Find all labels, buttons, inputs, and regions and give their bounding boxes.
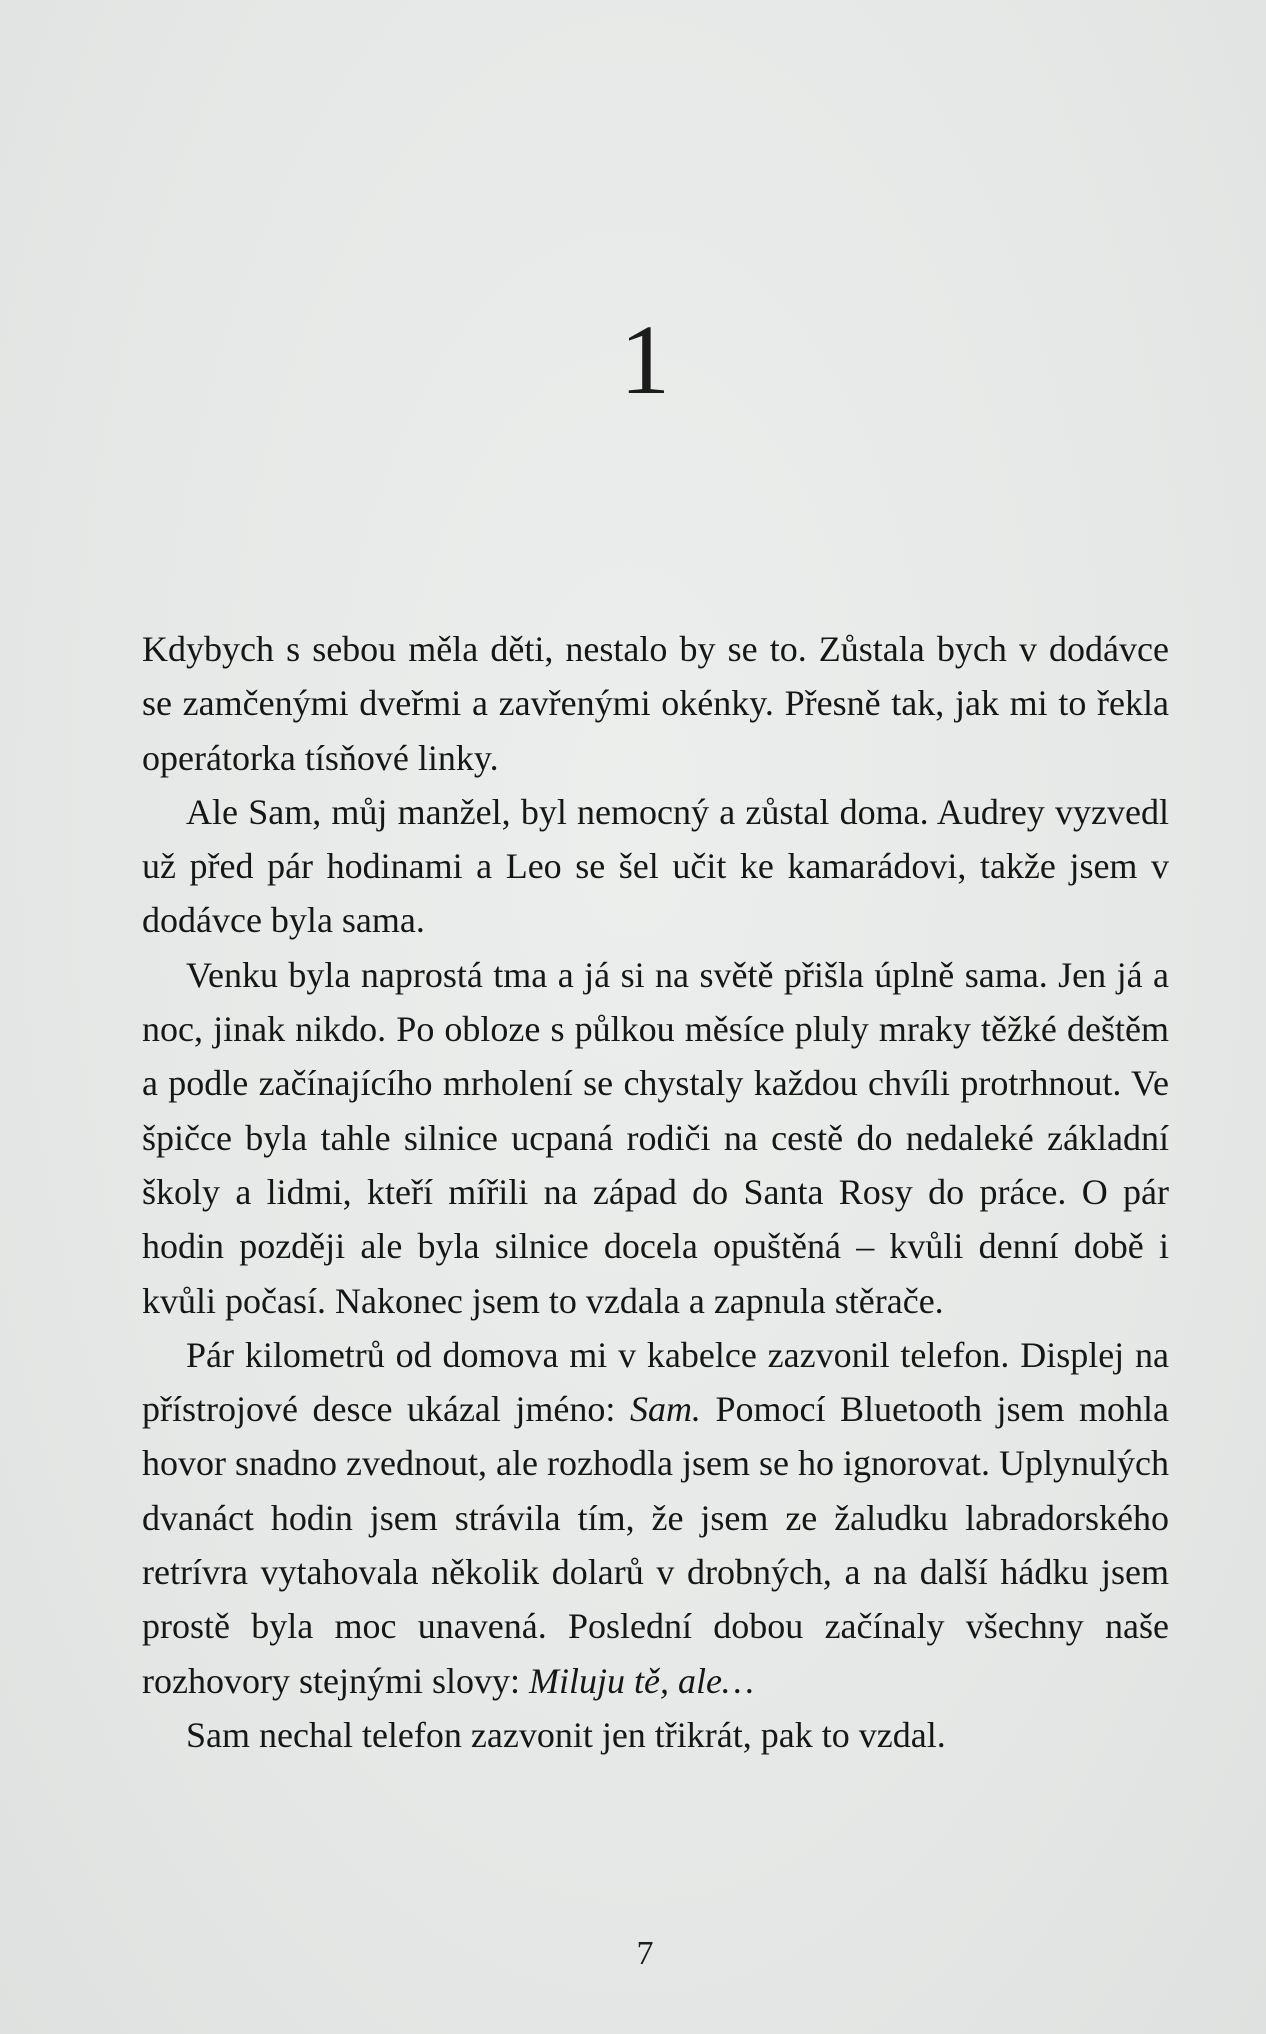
text-run: Pomocí Bluetooth jsem mohla hovor snadno zvednout, ale rozhodla jsem se ho ignorovat. Uplynulých dvanáct hodin jsem strávila tím, že jsem ze žaludku labradorského retrívra vytahovala několik dolarů v drobných, a na další hádku jsem prostě byla moc unavená. Poslední dobou začínaly všechny naše rozhovory stejnými slovy:	[142, 1389, 1169, 1701]
body-text	[142, 622, 1169, 1762]
text-run: Ale Sam, můj manžel, byl nemocný a zůstal doma. Audrey vyzvedl už před pár hodinami a Leo se šel učit ke kamarádovi, takže jsem v dodávce byla sama.	[142, 791, 1169, 941]
italic-text-run: Miluju tě, ale…	[528, 1660, 754, 1701]
paragraph	[142, 785, 1169, 948]
italic-text-run: Sam.	[629, 1389, 701, 1430]
chapter-number: 1	[620, 304, 670, 415]
text-run: Kdybych s sebou měla děti, nestalo by se to. Zůstala bych v dodávce se zamčenými dveřmi a zavřenými okénky. Přesně tak, jak mi to řekla operátorka tísňové linky.	[142, 629, 1169, 778]
paragraph	[142, 948, 1169, 1328]
paragraph	[142, 622, 1169, 785]
paragraph	[142, 1708, 1169, 1762]
text-run: Sam nechal telefon zazvonit jen třikrát, pak to vzdal.	[186, 1714, 946, 1755]
text-run: Venku byla naprostá tma a já si na světě přišla úplně sama. Jen já a noc, jinak nikdo. Po obloze s půlkou měsíce pluly mraky těžké deštěm a podle začínajícího mrholení se chystaly každou chvíli protrhnout. Ve špičce byla tahle silnice ucpaná rodiči na cestě do nedaleké základní školy a lidmi, kteří mířili na západ do Santa Rosy do práce. O pár hodin později ale byla silnice docela opuštěná – kvůli denní době i kvůli počasí. Nakonec jsem to vzdala a zapnula stěrače.	[142, 954, 1169, 1321]
text-run: Pár kilometrů od domova mi v kabelce zazvonil telefon. Displej na přístrojové desce ukázal jméno:	[142, 1334, 1169, 1430]
paragraph	[142, 1328, 1169, 1708]
page-number: 7	[636, 1935, 654, 1972]
